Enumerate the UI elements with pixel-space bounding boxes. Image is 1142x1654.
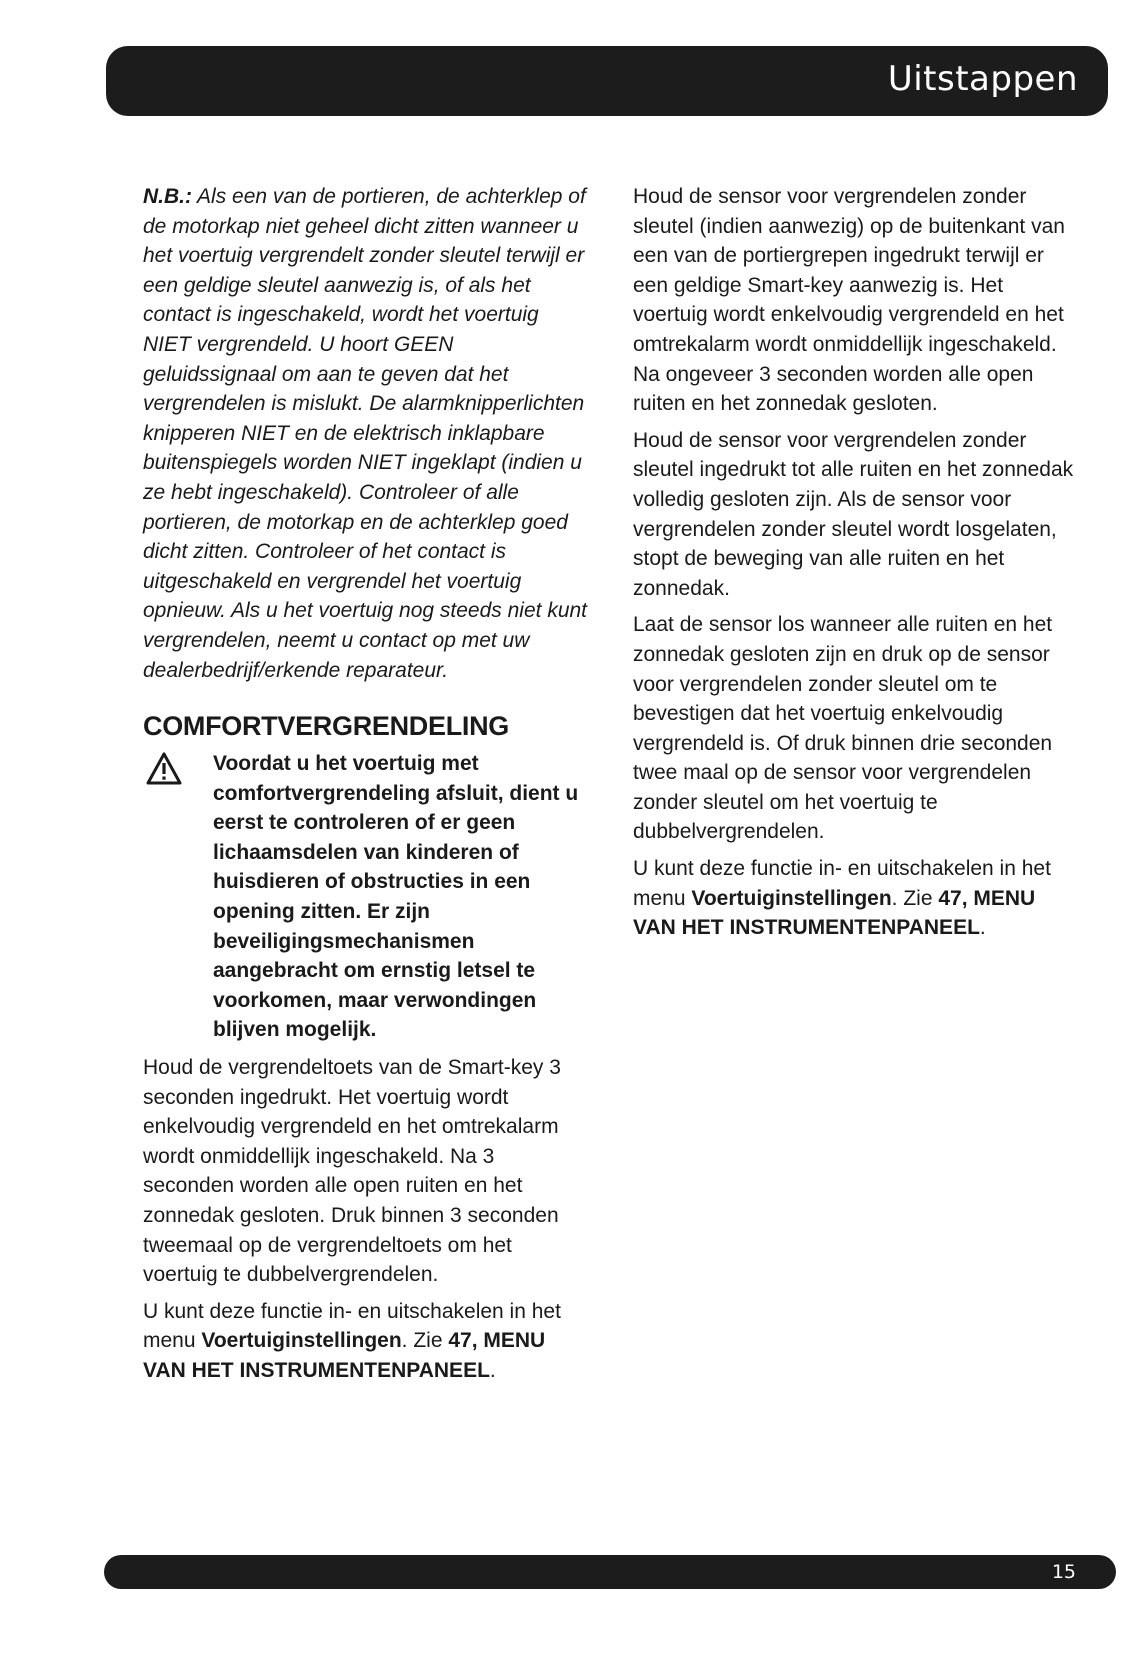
- menu-name: Voertuiginstellingen: [691, 886, 892, 910]
- section-heading: COMFORTVERGRENDELING: [143, 711, 510, 742]
- right-column: [633, 182, 1083, 950]
- note-paragraph: [143, 182, 591, 685]
- reference-text: U kunt deze functie in- en uitschakelen in het menu: [633, 857, 1051, 910]
- settings-reference-left: [143, 1297, 591, 1386]
- settings-reference-right: [633, 854, 1083, 943]
- page-reference: 47, MENU VAN HET INSTRUMENTENPANEEL: [143, 1329, 546, 1382]
- sensor-paragraph-2: Houd de sensor voor vergrendelen zonder sleutel ingedrukt tot alle ruiten en het zonnedak volledig gesloten zijn. Als de sensor voor vergrendelen zonder sleutel wordt losgelaten, stopt de beweging van alle ruiten en het zonnedak.: [633, 428, 1074, 600]
- page-number: 15: [1051, 1561, 1076, 1583]
- reference-see: . Zie: [891, 886, 939, 910]
- warning-text: Voordat u het voertuig met comfortvergrendeling afsluit, dient u eerst te controleren of er geen lichaamsdelen van kinderen of huisdieren of obstructies in een opening zitten. Er zijn beveiligingsmechanismen aangebracht om ernstig letsel te voorkomen, maar verwondingen blijven mogelijk.: [213, 752, 579, 1042]
- smartkey-paragraph: Houd de vergrendeltoets van de Smart-key 3 seconden ingedrukt. Het voertuig wordt enkelvoudig vergrendeld en het omtrekalarm wordt onmiddellijk ingeschakeld. Na 3 seconden worden alle open ruiten en het zonnedak gesloten. Druk binnen 3 seconden tweemaal op de vergrendeltoets om het voertuig te dubbelvergrendelen.: [143, 1056, 561, 1287]
- chapter-header-bar: [106, 46, 1108, 116]
- sensor-paragraph-1: Houd de sensor voor vergrendelen zonder sleutel (indien aanwezig) op de buitenkant van een van de portiergrepen ingedrukt terwijl er een geldige Smart-key aanwezig is. Het voertuig wordt enkelvoudig vergrendeld en het omtrekalarm wordt onmiddellijk ingeschakeld. Na ongeveer 3 seconden worden alle open ruiten en het zonnedak gesloten.: [633, 185, 1065, 416]
- note-label: N.B.:: [143, 185, 192, 208]
- reference-text: U kunt deze functie in- en uitschakelen in het menu: [143, 1299, 561, 1353]
- chapter-title: Uitstappen: [887, 59, 1078, 99]
- warning-block: [143, 749, 591, 1045]
- page-reference: 47, MENU VAN HET INSTRUMENTENPANEEL: [633, 886, 1036, 940]
- reference-end: .: [979, 916, 986, 940]
- sensor-paragraph-3: Laat de sensor los wanneer alle ruiten en het zonnedak gesloten zijn en druk op de sensor voor vergrendelen zonder sleutel om te bevestigen dat het voertuig enkelvoudig vergrendeld is. Of druk binnen drie seconden twee maal op de sensor voor vergrendelen zonder sleutel om het voertuig te dubbelvergrendelen.: [633, 613, 1053, 844]
- reference-end: .: [489, 1358, 496, 1382]
- left-column: [143, 182, 591, 1393]
- reference-see: . Zie: [401, 1329, 449, 1353]
- menu-name: Voertuiginstellingen: [201, 1329, 402, 1353]
- warning-triangle-icon: [145, 751, 183, 787]
- note-text: Als een van de portieren, de achterklep of de motorkap niet geheel dicht zitten wanneer u het voertuig vergrendelt zonder sleutel terwijl er een geldige sleutel aanwezig is, of als het contact is ingeschakeld, wordt het voertuig NIET vergrendeld. U hoort GEEN geluidssignaal om aan te geven dat het vergrendelen is mislukt. De alarmknipperlichten knipperen NIET en de elektrisch inklapbare buitenspiegels worden NIET ingeklapt (indien u ze hebt ingeschakeld). Controleer of alle portieren, de motorkap en de achterklep goed dicht zitten. Controleer of het contact is uitgeschakeld en vergrendel het voertuig opnieuw. Als u het voertuig nog steeds niet kunt vergrendelen, neemt u contact op met uw dealerbedrijf/erkende reparateur.: [143, 185, 588, 682]
- footer-bar: [104, 1555, 1116, 1589]
